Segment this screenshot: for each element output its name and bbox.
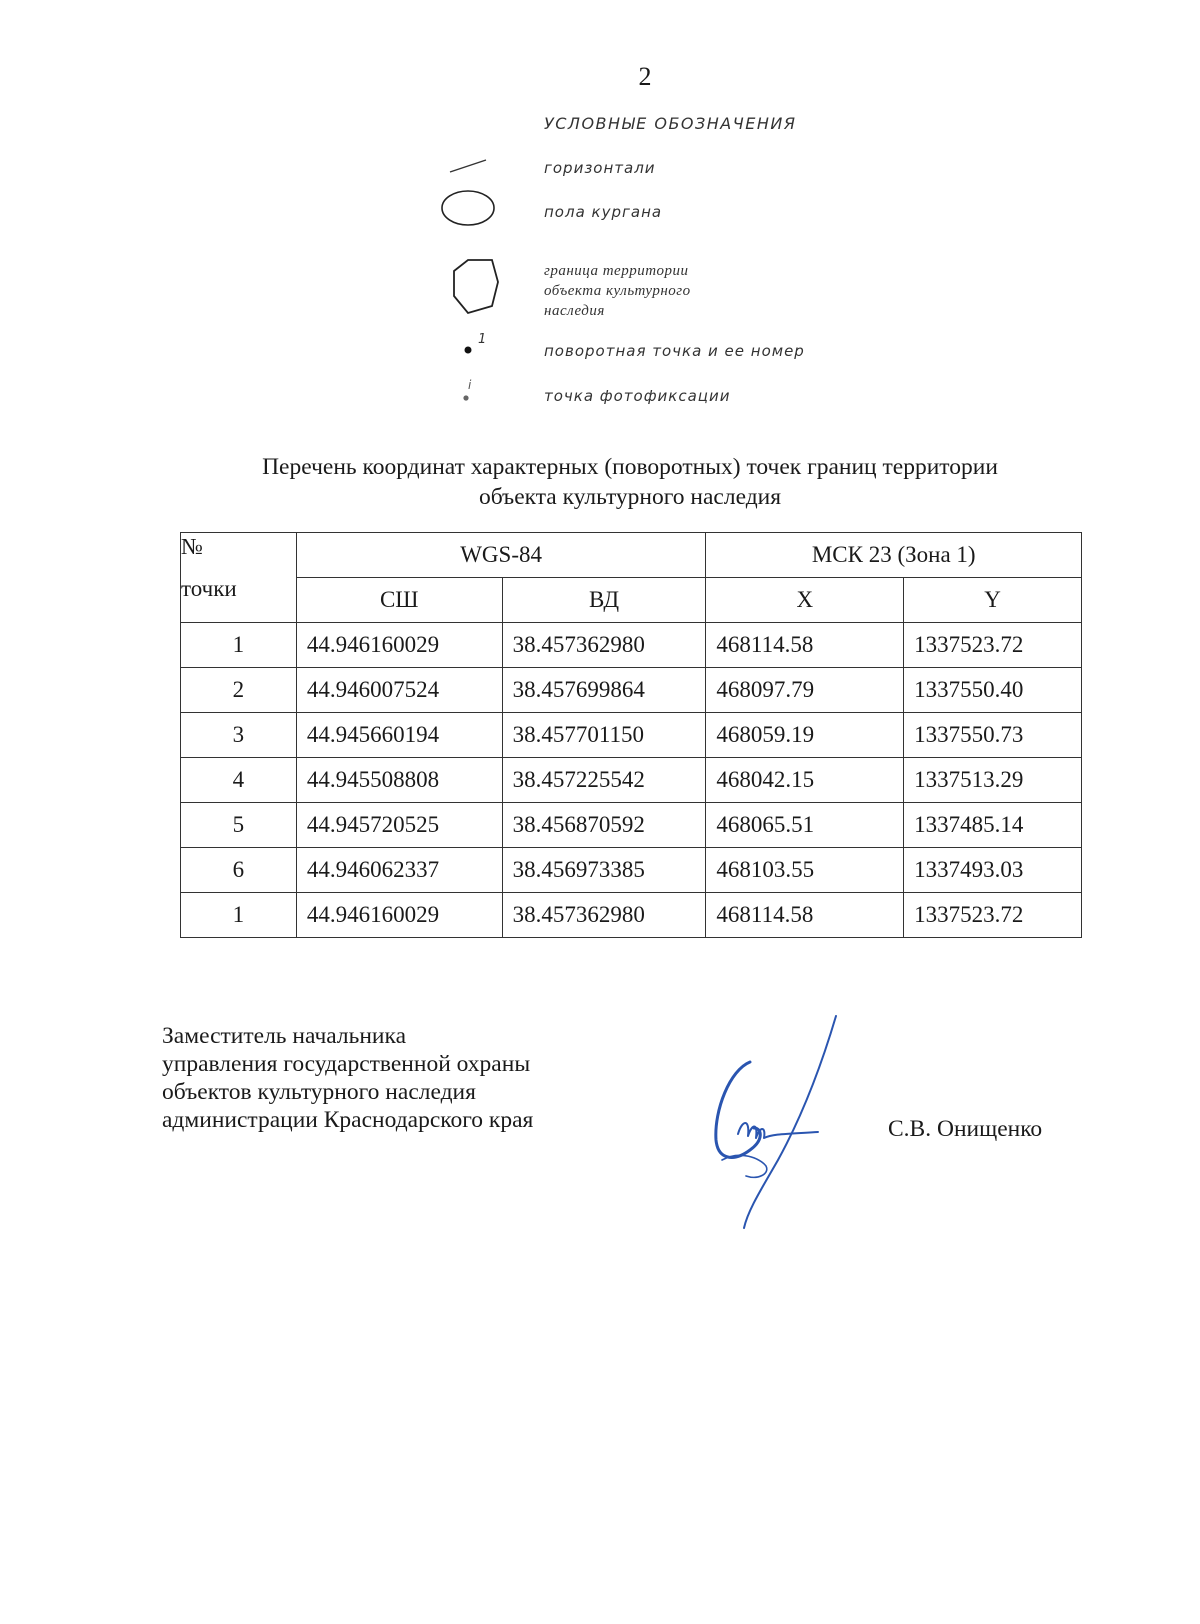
- table-row: 5 44.945720525 38.456870592 468065.51 1337485.14: [181, 803, 1082, 848]
- y-header: Y: [904, 578, 1082, 623]
- turning-point-number: 1: [478, 332, 487, 347]
- photo-point-icon: [440, 108, 540, 438]
- signer-name: С.В. Онищенко: [888, 1116, 1043, 1142]
- legend-item-photo-point: точка фотофиксации: [544, 387, 731, 405]
- legend-item-contours: горизонтали: [544, 159, 656, 177]
- page-number: 2: [638, 62, 652, 91]
- table-row: 3 44.945660194 38.457701150 468059.19 1337550.73: [181, 713, 1082, 758]
- table-row: 1 44.946160029 38.457362980 468114.58 1337523.72: [181, 623, 1082, 668]
- table-row: 4 44.945508808 38.457225542 468042.15 1337513.29: [181, 758, 1082, 803]
- wgs84-header: WGS-84: [296, 533, 706, 578]
- table-row: 6 44.946062337 38.456973385 468103.55 1337493.03: [181, 848, 1082, 893]
- longitude-header: ВД: [502, 578, 706, 623]
- legend-item-territory-border: граница территории объекта культурного наследия: [544, 263, 691, 319]
- table-row: 1 44.946160029 38.457362980 468114.58 1337523.72: [181, 893, 1082, 938]
- document-heading: Перечень координат характерных (поворотных) точек границ территории объекта культурного наследия: [262, 454, 998, 510]
- signatory-position: Заместитель начальника управления государственной охраны объектов культурного наследия администрации Краснодарского края: [162, 1023, 534, 1133]
- handwritten-signature: [700, 1010, 860, 1240]
- legend: [440, 108, 900, 438]
- coordinates-table: [180, 532, 1082, 938]
- legend-title: УСЛОВНЫЕ ОБОЗНАЧЕНИЯ: [544, 114, 797, 133]
- table-row: 2 44.946007524 38.457699864 468097.79 1337550.40: [181, 668, 1082, 713]
- msk23-header: МСК 23 (Зона 1): [706, 533, 1082, 578]
- latitude-header: СШ: [296, 578, 502, 623]
- legend-item-turning-point: поворотная точка и ее номер: [544, 342, 805, 360]
- x-header: X: [706, 578, 904, 623]
- legend-item-barrow-floor: пола кургана: [544, 203, 663, 221]
- point-number-header: № точки: [181, 533, 297, 623]
- photo-point-number: i: [468, 378, 472, 392]
